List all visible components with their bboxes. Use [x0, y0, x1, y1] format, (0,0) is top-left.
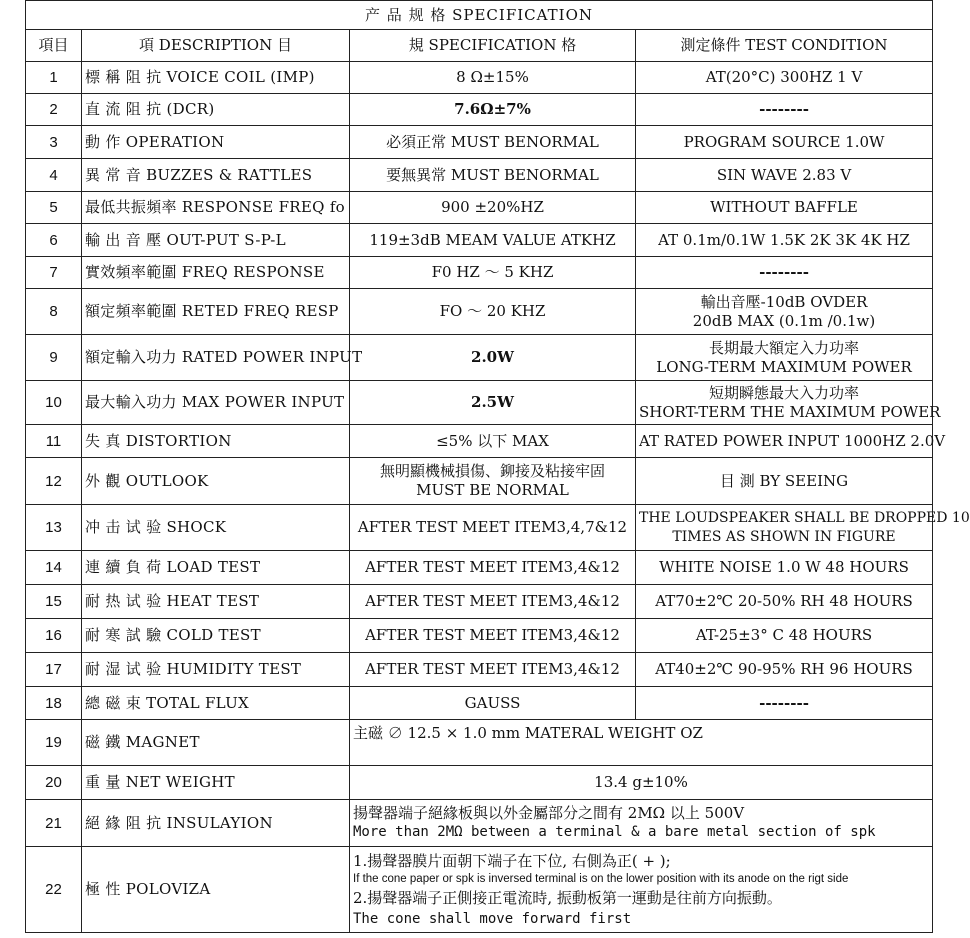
row-condition: WHITE NOISE 1.0 W 48 HOURS	[636, 551, 933, 585]
row-specification: ≤5% 以下 MAX	[350, 425, 636, 458]
row-description: 異 常 音 BUZZES & RATTLES	[82, 159, 350, 192]
row-condition: AT70±2℃ 20-50% RH 48 HOURS	[636, 585, 933, 619]
row-specification: AFTER TEST MEET ITEM3,4&12	[350, 551, 636, 585]
row-number: 21	[26, 800, 82, 847]
row-description: 最低共振頻率 RESPONSE FREQ fo	[82, 192, 350, 224]
table-row	[26, 551, 933, 585]
row-number: 7	[26, 257, 82, 289]
row-specification: F0 HZ ～ 5 KHZ	[350, 257, 636, 289]
row-specification-line1: 1.揚聲器膜片面朝下端子在下位, 右側為正( + );	[353, 852, 671, 870]
row-description: 冲 击 试 验 SHOCK	[82, 505, 350, 551]
row-condition: --------	[636, 94, 933, 126]
row-specification: 必須正常 MUST BENORMAL	[350, 126, 636, 159]
table-row	[26, 585, 933, 619]
row-number: 2	[26, 94, 82, 126]
row-condition: SIN WAVE 2.83 V	[636, 159, 933, 192]
row-specification-line1: 無明顯機械損傷、鉚接及粘接牢固	[379, 462, 605, 480]
header-condition: 測定條件 TEST CONDITION	[636, 30, 933, 62]
row-condition	[636, 289, 933, 335]
table-row	[26, 94, 933, 126]
row-description: 連 續 負 荷 LOAD TEST	[82, 551, 350, 585]
title-row	[26, 1, 933, 30]
specification-table	[25, 0, 970, 933]
row-number: 14	[26, 551, 82, 585]
row-condition	[636, 335, 933, 381]
row-condition: --------	[636, 687, 933, 720]
row-description: 額定頻率範圍 RETED FREQ RESP	[82, 289, 350, 335]
table-row	[26, 458, 933, 505]
row-description: 耐 湿 试 验 HUMIDITY TEST	[82, 653, 350, 687]
row-number: 18	[26, 687, 82, 720]
table-row	[26, 687, 933, 720]
row-number: 5	[26, 192, 82, 224]
row-condition: AT RATED POWER INPUT 1000HZ 2.0V	[636, 425, 933, 458]
page-title: 产 品 规 格 SPECIFICATION	[26, 1, 933, 30]
row-specification: 2.5W	[350, 381, 636, 425]
row-specification: 7.6Ω±7%	[350, 94, 636, 126]
row-specification-line3: 2.揚聲器端子正側接正電流時, 振動板第一運動是往前方向振動。	[353, 889, 782, 907]
table-row	[26, 653, 933, 687]
row-condition-line1: 輸出音壓-10dB OVDER	[700, 292, 868, 311]
row-number: 19	[26, 720, 82, 766]
table-row	[26, 800, 933, 847]
row-description: 輸 出 音 壓 OUT-PUT S-P-L	[82, 224, 350, 257]
row-description: 實效頻率範圍 FREQ RESPONSE	[82, 257, 350, 289]
row-description: 外 觀 OUTLOOK	[82, 458, 350, 505]
row-specification: AFTER TEST MEET ITEM3,4,7&12	[350, 505, 636, 551]
row-description: 額定輸入功力 RATED POWER INPUT	[82, 335, 350, 381]
row-specification: 119±3dB MEAM VALUE ATKHZ	[350, 224, 636, 257]
row-number: 15	[26, 585, 82, 619]
table-row	[26, 159, 933, 192]
row-number: 1	[26, 62, 82, 94]
row-specification: 13.4 g±10%	[350, 766, 933, 800]
row-specification-line1: 揚聲器端子絕緣板與以外金屬部分之間有 2MΩ 以上 500V	[353, 804, 745, 822]
table-row	[26, 720, 933, 766]
header-specification: 規 SPECIFICATION 格	[350, 30, 636, 62]
row-condition-line2: TIMES AS SHOWN IN FIGURE	[672, 528, 896, 545]
row-specification: 8 Ω±15%	[350, 62, 636, 94]
table-row	[26, 505, 933, 551]
row-condition-line2: 20dB MAX (0.1m /0.1w)	[692, 311, 876, 330]
row-specification: 900 ±20%HZ	[350, 192, 636, 224]
row-condition-line1: 長期最大額定入力功率	[709, 338, 860, 357]
table-row	[26, 847, 933, 933]
row-specification: AFTER TEST MEET ITEM3,4&12	[350, 653, 636, 687]
row-specification: AFTER TEST MEET ITEM3,4&12	[350, 585, 636, 619]
row-description: 磁 鐵 MAGNET	[82, 720, 350, 766]
row-number: 22	[26, 847, 82, 933]
row-condition-line2: LONG-TERM MAXIMUM POWER	[656, 357, 912, 376]
table-row	[26, 126, 933, 159]
row-condition: 目 測 BY SEEING	[636, 458, 933, 505]
row-description: 失 真 DISTORTION	[82, 425, 350, 458]
row-specification-line4: The cone shall move forward first	[353, 911, 632, 927]
row-description: 耐 热 试 验 HEAT TEST	[82, 585, 350, 619]
row-condition: --------	[636, 257, 933, 289]
row-description: 重 量 NET WEIGHT	[82, 766, 350, 800]
row-number: 17	[26, 653, 82, 687]
row-condition: PROGRAM SOURCE 1.0W	[636, 126, 933, 159]
row-specification-line2: If the cone paper or spk is inversed terminal is on the lower position with its anode on the rigt side	[353, 873, 849, 885]
header-description: 項 DESCRIPTION 目	[82, 30, 350, 62]
row-description: 動 作 OPERATION	[82, 126, 350, 159]
row-specification-line2: MUST BE NORMAL	[416, 481, 569, 499]
row-number: 10	[26, 381, 82, 425]
row-description: 絕 緣 阻 抗 INSULAYION	[82, 800, 350, 847]
table-row	[26, 257, 933, 289]
row-specification: 要無異常 MUST BENORMAL	[350, 159, 636, 192]
row-number: 9	[26, 335, 82, 381]
table-row	[26, 619, 933, 653]
row-number: 11	[26, 425, 82, 458]
row-description: 耐 寒 試 驗 COLD TEST	[82, 619, 350, 653]
row-specification: FO ～ 20 KHZ	[350, 289, 636, 335]
row-condition-line2: SHORT-TERM THE MAXIMUM POWER	[639, 402, 941, 421]
row-specification: GAUSS	[350, 687, 636, 720]
row-description: 最大輸入功力 MAX POWER INPUT	[82, 381, 350, 425]
row-description: 標 稱 阻 抗 VOICE COIL (IMP)	[82, 62, 350, 94]
row-condition: AT(20°C) 300HZ 1 V	[636, 62, 933, 94]
row-description: 直 流 阻 抗 (DCR)	[82, 94, 350, 126]
table-row	[26, 335, 933, 381]
row-condition: AT40±2℃ 90-95% RH 96 HOURS	[636, 653, 933, 687]
row-number: 13	[26, 505, 82, 551]
row-specification-line2: More than 2MΩ between a terminal & a bare metal section of spk	[353, 824, 876, 840]
row-condition-line1: 短期瞬態最大入力功率	[709, 383, 860, 402]
row-number: 12	[26, 458, 82, 505]
row-description: 總 磁 束 TOTAL FLUX	[82, 687, 350, 720]
row-description: 極 性 POLOVIZA	[82, 847, 350, 933]
row-number: 6	[26, 224, 82, 257]
row-number: 20	[26, 766, 82, 800]
table-row	[26, 224, 933, 257]
table-row	[26, 766, 933, 800]
row-condition: WITHOUT BAFFLE	[636, 192, 933, 224]
row-specification	[350, 458, 636, 505]
row-number: 8	[26, 289, 82, 335]
row-condition	[636, 505, 970, 551]
table-row	[26, 62, 933, 94]
table-row	[26, 289, 933, 335]
table-row	[26, 192, 933, 224]
row-specification	[350, 847, 933, 933]
table-row	[26, 425, 933, 458]
row-condition	[636, 381, 941, 425]
row-condition-line1: THE LOUDSPEAKER SHALL BE DROPPED 10	[639, 509, 970, 526]
row-specification: 主磁 ∅ 12.5 × 1.0 mm MATERAL WEIGHT OZ	[350, 720, 933, 766]
row-condition: AT-25±3° C 48 HOURS	[636, 619, 933, 653]
row-number: 4	[26, 159, 82, 192]
row-number: 3	[26, 126, 82, 159]
header-no: 項目	[26, 30, 82, 62]
row-specification: 2.0W	[350, 335, 636, 381]
row-condition: AT 0.1m/0.1W 1.5K 2K 3K 4K HZ	[636, 224, 933, 257]
table-row	[26, 381, 933, 425]
row-number: 16	[26, 619, 82, 653]
row-specification: AFTER TEST MEET ITEM3,4&12	[350, 619, 636, 653]
header-row	[26, 30, 933, 62]
row-specification	[350, 800, 933, 847]
